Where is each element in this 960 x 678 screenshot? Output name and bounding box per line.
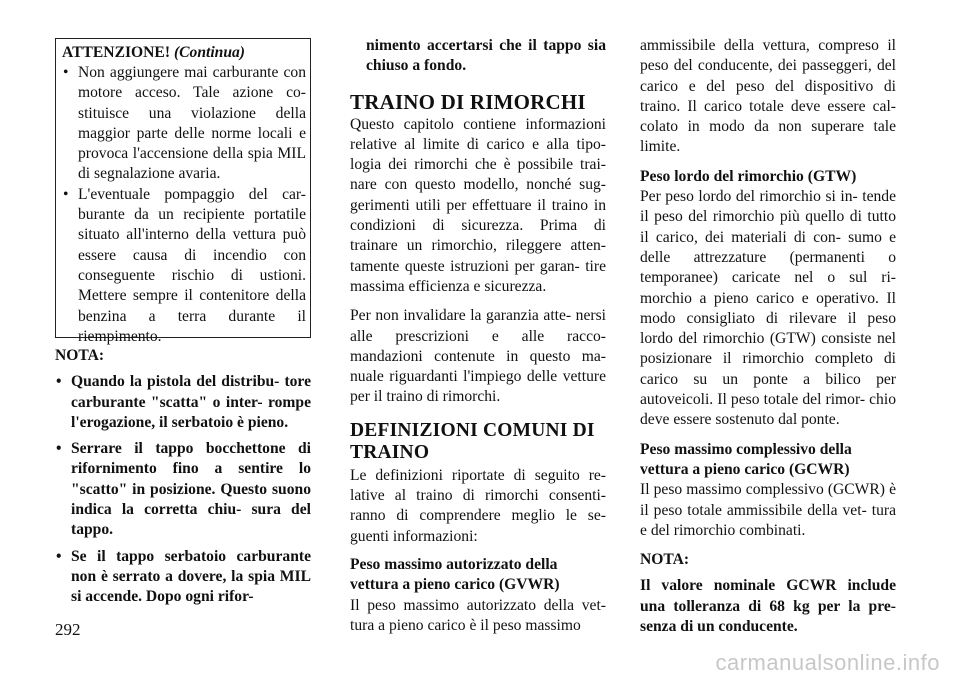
- paragraph: Le definizioni riportate di seguito re- lative al traino di rimorchi consenti- ranno di comprendere meglio le se- guenti informazioni:: [350, 466, 606, 545]
- bullet-icon: •: [63, 64, 69, 81]
- note-item: • Serrare il tappo bocchettone di rifornimento fino a sentire lo "scatto" in posizione. Questo suono indica la corretta chiu- sura del tappo.: [56, 440, 311, 539]
- definition-text: Per peso lordo del rimorchio si in- tende il peso del rimorchio più quello di tutto il carico, dei materiali di con- sumo e delle attrezzature (permanenti o temporanee) caricate nel o sul ri- morchio a pieno carico e operativo. Il modo consigliato di rilevare il peso lordo del rimorchio (GTW) consiste nel posizionare il rimorchio completo di carico su un ponte a bilico per autoveicoli. Il peso totale del rimor- chio deve essere sostenuto dal ponte.: [640, 188, 896, 429]
- column-3: [640, 36, 896, 637]
- page-number: 292: [55, 620, 81, 639]
- bullet-icon: •: [56, 547, 62, 565]
- definition-text: Il peso massimo complessivo (GCWR) è il peso totale ammissibile della vet- tura e del rimorchio combinati.: [640, 481, 896, 539]
- warning-box: [55, 38, 311, 345]
- warning-item: • Non aggiungere mai carburante con motore acceso. Tale azione co- stituisce una violazione della maggior parte delle norme locali e provoca l'accensione della spia MIL di segnalazione avaria.: [63, 64, 306, 183]
- warning-continued: (Continua): [173, 44, 246, 61]
- warning-heading: [62, 43, 306, 63]
- watermark: carmanualsonline.info: [715, 650, 940, 675]
- bullet-icon: •: [56, 373, 62, 391]
- column-1-notes: [55, 346, 311, 608]
- note-item: • Quando la pistola del distribu- tore carburante "scatta" o inter- rompe l'erogazione, il serbatoio è pieno.: [56, 373, 311, 431]
- subsection-title: DEFINIZIONI COMUNI DI TRAINO: [350, 419, 595, 463]
- paragraph: Per non invalidare la garanzia atte- nersi alle prescrizioni e alle racco- mandazioni contenute in questo ma- nuale riguardanti l'impiego delle vetture per il traino di rimorchi.: [350, 307, 606, 406]
- note-label: NOTA:: [640, 551, 690, 569]
- note-label: NOTA:: [55, 347, 105, 364]
- bullet-icon: •: [56, 440, 62, 458]
- paragraph: Questo capitolo contiene informazioni relative al limite di carico e alla tipo- logia dei rimorchi che è possibile trai- nare con questo modello, nonché sug- gerimenti utili per effettuare il traino in condizioni di sicurezza. Prima di trainare un rimorchio, rileggere atten- tamente queste istruzioni per garan- tire massima efficienza e sicurezza.: [350, 115, 606, 295]
- section-title: TRAINO DI RIMORCHI: [350, 89, 586, 114]
- warning-item: • L'eventuale pompaggio del car- burante da un recipiente portatile situato all'interno della vettura può essere causa di incendio con conseguente rischio di ustioni. Mettere sempre il contenitore della benzina a terra durante il riempimento.: [63, 185, 306, 345]
- bullet-icon: •: [63, 185, 69, 203]
- definition-text: ammissibile della vettura, compreso il peso del conducente, dei passeggeri, del carico e del peso del dispositivo di traino. Il carico totale deve essere cal- colato in modo da non superare tale limite.: [640, 37, 896, 156]
- definition-title: Peso massimo complessivo della vettura a pieno carico (GCWR): [640, 440, 852, 478]
- column-2: [350, 36, 606, 636]
- definition-text: Il peso massimo autorizzato della vet- tura a pieno carico è il peso massimo: [350, 596, 606, 634]
- definition-title: Peso lordo del rimorchio (GTW): [640, 167, 857, 185]
- note-item: • Se il tappo serbatoio carburante non è serrato a dovere, la spia MIL si accende. Dopo ogni rifor-: [56, 547, 311, 606]
- definition-title: Peso massimo autorizzato della vettura a pieno carico (GVWR): [350, 555, 560, 594]
- note-text: Il valore nominale GCWR include una tolleranza di 68 kg per la pre- senza di un conducente.: [640, 577, 896, 636]
- warning-title: ATTENZIONE!: [62, 44, 171, 61]
- note-continuation: nimento accertarsi che il tappo sia chiuso a fondo.: [366, 37, 606, 75]
